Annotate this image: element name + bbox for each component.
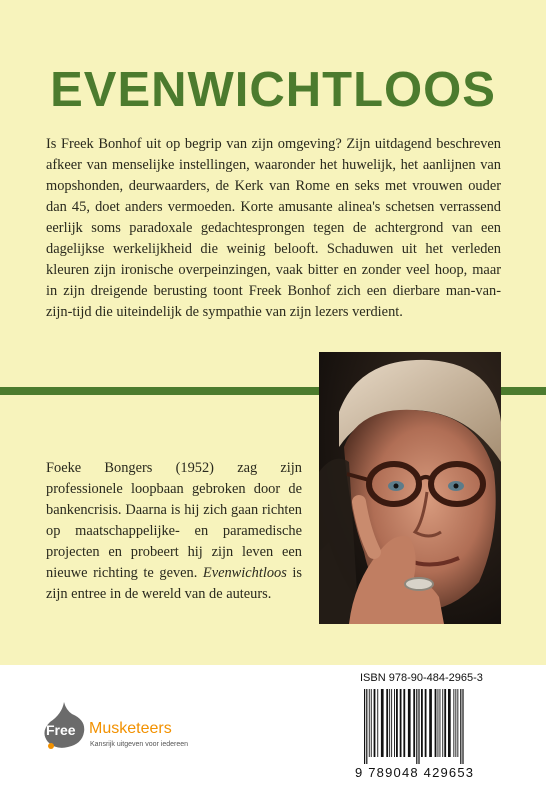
barcode-bar <box>448 689 451 757</box>
barcode-bar <box>391 689 392 757</box>
barcode-bar <box>438 689 439 757</box>
author-photo <box>319 352 501 624</box>
isbn-barcode <box>355 670 512 787</box>
barcode-bar <box>453 689 454 757</box>
free-musketeers-logo <box>42 700 242 770</box>
barcode-bar <box>418 689 419 764</box>
barcode-bar <box>371 689 372 757</box>
barcode-bar <box>462 689 463 764</box>
barcode-bar <box>421 689 423 757</box>
author-bio-end: is zijn entree in de wereld van de auteurs. <box>46 565 302 602</box>
barcode-bar <box>381 689 384 757</box>
blurb-text: Is Freek Bonhof uit op begrip van zijn omgeving? Zijn uitdagend beschreven afkeer van menselijke instellingen, waaronder het huwelijk, het aanlijnen van mopshonden, deurwaarders, de Kerk van Rome en seks met vrouwen ouder dan 45, doet anders vermoeden. Korte amusante alinea's schetsen verrassend eerlijk soms paradoxale gedachtesprongen tegen de achtergrond van een dagelijkse werkelijkheid die weinig belooft. Schaduwen uit het verleden kleuren zijn ironische overpeinzingen, vaak bitter en zonder veel hoop, maar in zijn dreigende berusting toont Freek Bonhof zich een dierbare man-van-zijn-tijd die uiteindelijk de sympathie van zijn lezers verdient. <box>46 136 501 320</box>
barcode-bar <box>394 689 395 757</box>
ean-digits: 9 789048 429653 <box>355 765 475 780</box>
barcode-bar <box>374 689 376 757</box>
barcode-bar <box>425 689 427 757</box>
barcode-bar <box>377 689 378 757</box>
barcode-bar <box>386 689 388 757</box>
barcode-bar <box>442 689 443 757</box>
barcode-bar <box>396 689 398 757</box>
book-title: EVENWICHTLOOS <box>50 63 496 117</box>
barcode-bar <box>400 689 402 757</box>
barcode-bar <box>460 689 461 764</box>
barcode-bar <box>416 689 417 764</box>
barcode-bar <box>389 689 390 757</box>
barcode-bar <box>440 689 441 757</box>
barcode-bar <box>435 689 437 757</box>
author-bio-text: Foeke Bongers (1952) zag zijn professionele loopbaan gebroken door de bankencrisis. Daarna is hij zich gaan richten op maatschappelijke- en paramedische projecten en probeert hij zijn leven een nieuwe richting te geven. <box>46 460 302 581</box>
barcode-bars <box>360 689 507 764</box>
barcode-bar <box>457 689 458 757</box>
barcode-bar <box>429 689 432 757</box>
barcode-bar <box>364 689 365 764</box>
barcode-bar <box>413 689 415 757</box>
isbn-label: ISBN 978-90-484-2965-3 <box>360 672 483 684</box>
barcode-bar <box>455 689 456 757</box>
logo-free-text: Free <box>46 722 76 738</box>
barcode-bar <box>369 689 370 757</box>
author-bio <box>46 458 302 605</box>
author-book-title: Evenwichtloos <box>202 565 287 581</box>
barcode-bar <box>366 689 367 764</box>
logo-musketeers-text: Musketeers <box>89 720 172 737</box>
barcode-bar <box>403 689 405 757</box>
logo-tagline: Kansrijk uitgeven voor iedereen <box>90 741 189 748</box>
barcode-bar <box>408 689 411 757</box>
barcode-bar <box>444 689 446 757</box>
